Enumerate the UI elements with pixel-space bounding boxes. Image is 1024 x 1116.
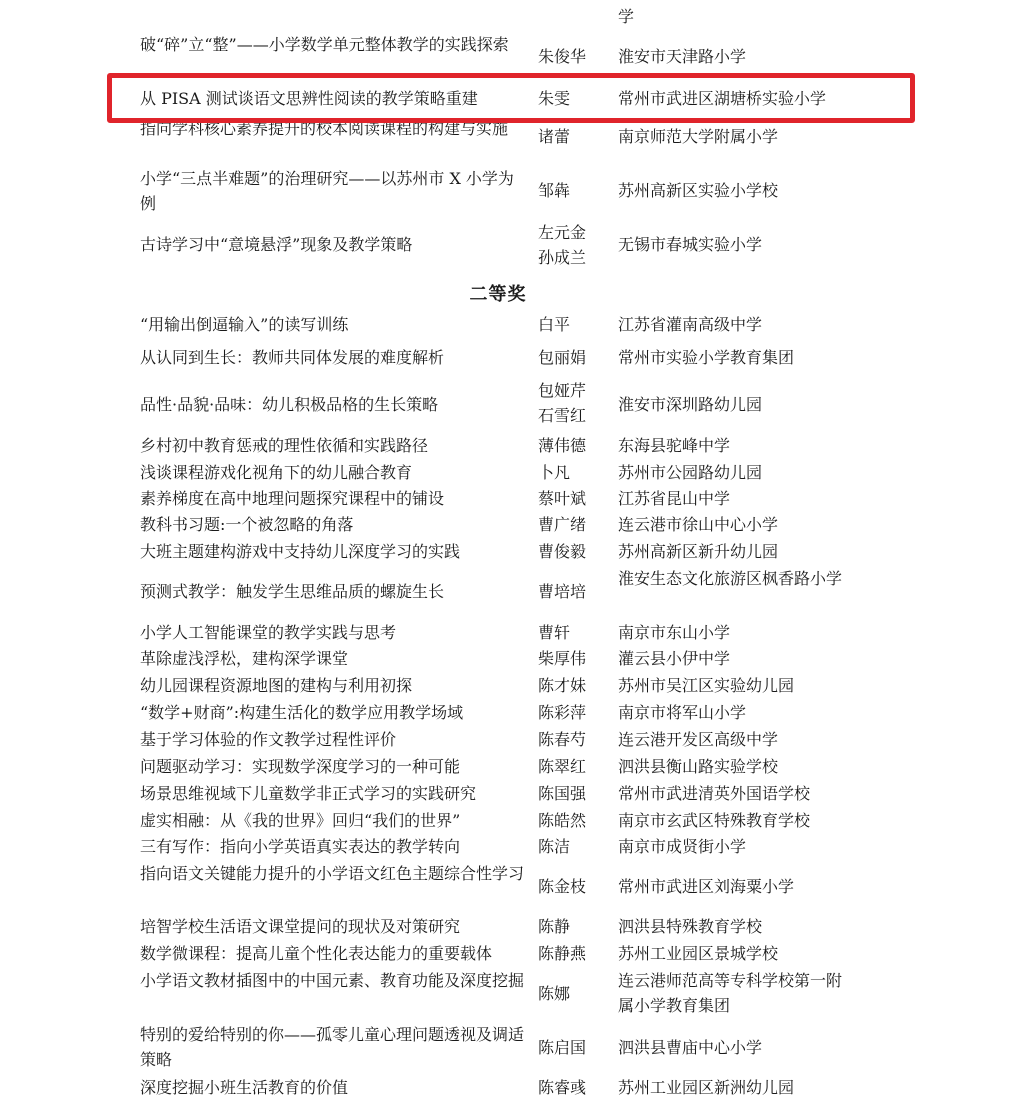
paper-title: 小学语文教材插图中的中国元素、教育功能及深度挖掘 <box>140 971 525 990</box>
author-name: 左元金 孙成兰 <box>538 223 587 267</box>
paper-title: 破“碎”立“整”——小学数学单元整体教学的实践探索 <box>140 35 509 54</box>
author-unit: 南京市东山小学 <box>618 623 731 642</box>
section-heading-second-prize: 二等奖 <box>469 284 527 305</box>
paper-title: 深度挖掘小班生活教育的价值 <box>140 1078 349 1097</box>
author-name: 包娅芹 石雪红 <box>538 381 587 425</box>
author-unit: 江苏省灌南高级中学 <box>618 315 763 334</box>
author-unit: 无锡市春城实验小学 <box>618 235 763 254</box>
paper-title: 革除虚浅浮松，建构深学课堂 <box>140 649 349 668</box>
paper-title: 培智学校生活语文课堂提问的现状及对策研究 <box>140 917 461 936</box>
paper-title: 浅谈课程游戏化视角下的幼儿融合教育 <box>140 463 413 482</box>
paper-title: 基于学习体验的作文教学过程性评价 <box>140 730 397 749</box>
author-unit: 苏州工业园区景城学校 <box>618 944 779 963</box>
author-name: 陈娜 <box>538 984 571 1003</box>
paper-title: 预测式教学：触发学生思维品质的螺旋生长 <box>140 582 445 601</box>
author-name: 诸蕾 <box>538 127 571 146</box>
author-unit: 南京师范大学附属小学 <box>618 127 779 146</box>
paper-title: 指向学科核心素养提升的校本阅读课程的构建与实施 <box>140 119 509 138</box>
author-name: 朱雯 <box>538 89 571 108</box>
paper-title: 幼儿园课程资源地图的建构与利用初探 <box>140 676 413 695</box>
author-name: 曹培培 <box>538 582 587 601</box>
author-unit: 连云港开发区高级中学 <box>618 730 779 749</box>
author-unit: 泗洪县曹庙中心小学 <box>618 1038 763 1057</box>
author-name: 陈翠红 <box>538 757 587 776</box>
author-unit: 常州市实验小学教育集团 <box>618 348 795 367</box>
author-name: 陈皓然 <box>538 811 587 830</box>
author-name: 包丽娟 <box>538 348 587 367</box>
author-name: 陈金枝 <box>538 877 587 896</box>
author-name: 陈静燕 <box>538 944 587 963</box>
author-name: 邹犇 <box>538 181 571 200</box>
paper-title: 虚实相融：从《我的世界》回归“我们的世界” <box>140 811 461 830</box>
paper-title: “用输出倒逼输入”的读写训练 <box>140 315 349 334</box>
author-unit: 南京市成贤街小学 <box>618 837 747 856</box>
author-unit: 常州市武进清英外国语学校 <box>618 784 811 803</box>
author-unit: 淮安生态文化旅游区枫香路小学 <box>618 569 843 588</box>
author-unit: 苏州工业园区新洲幼儿园 <box>618 1078 795 1097</box>
author-name: 柴厚伟 <box>538 649 587 668</box>
author-name: 陈国强 <box>538 784 587 803</box>
paper-title: 问题驱动学习：实现数学深度学习的一种可能 <box>140 757 461 776</box>
author-name: 朱俊华 <box>538 47 587 66</box>
author-unit: 泗洪县特殊教育学校 <box>618 917 763 936</box>
paper-title: 三有写作：指向小学英语真实表达的教学转向 <box>140 837 461 856</box>
author-unit: 东海县驼峰中学 <box>618 436 731 455</box>
author-name: 陈静 <box>538 917 571 936</box>
author-name: 陈春芍 <box>538 730 587 749</box>
author-name: 白平 <box>538 315 571 334</box>
author-unit: 淮安市天津路小学 <box>618 47 747 66</box>
paper-title: 大班主题建构游戏中支持幼儿深度学习的实践 <box>140 542 461 561</box>
paper-title: 素养梯度在高中地理问题探究课程中的铺设 <box>140 489 445 508</box>
author-unit: 苏州高新区实验小学校 <box>618 181 779 200</box>
author-unit: 常州市武进区刘海粟小学 <box>618 877 795 896</box>
author-name: 陈启国 <box>538 1038 587 1057</box>
author-unit: 连云港市徐山中心小学 <box>618 515 779 534</box>
author-name: 陈才妹 <box>538 676 587 695</box>
paper-title: 指向语文关键能力提升的小学语文红色主题综合性学习 <box>140 864 525 883</box>
author-unit: 江苏省昆山中学 <box>618 489 731 508</box>
author-name: 曹广绪 <box>538 515 587 534</box>
author-unit: 苏州市吴江区实验幼儿园 <box>618 676 795 695</box>
author-name: 薄伟德 <box>538 436 587 455</box>
author-name: 蔡叶斌 <box>538 489 587 508</box>
paper-title: 特别的爱给特别的你——孤零儿童心理问题透视及调适策略 <box>140 1025 525 1069</box>
paper-title: 小学人工智能课堂的教学实践与思考 <box>140 623 397 642</box>
author-unit: 连云港师范高等专科学校第一附属小学教育集团 <box>618 971 843 1015</box>
paper-title: 古诗学习中“意境悬浮”现象及教学策略 <box>140 235 413 254</box>
author-name: 卜凡 <box>538 463 571 482</box>
paper-title: 小学“三点半难题”的治理研究——以苏州市 X 小学为例 <box>140 169 514 213</box>
author-name: 陈彩萍 <box>538 703 587 722</box>
author-unit: 泗洪县衡山路实验学校 <box>618 757 779 776</box>
top-fragment-text: 学 <box>618 7 635 26</box>
paper-title: 乡村初中教育惩戒的理性依循和实践路径 <box>140 436 429 455</box>
paper-title: 品性·品貌·品味：幼儿积极品格的生长策略 <box>140 395 439 414</box>
author-name: 陈睿彧 <box>538 1078 587 1097</box>
paper-title: 数学微课程：提高儿童个性化表达能力的重要载体 <box>140 944 493 963</box>
paper-title: “数学+财商”:构建生活化的数学应用教学场域 <box>140 703 464 722</box>
author-unit: 常州市武进区湖塘桥实验小学 <box>618 89 827 108</box>
paper-title: 教科书习题:一个被忽略的角落 <box>140 515 354 534</box>
author-unit: 苏州高新区新升幼儿园 <box>618 542 779 561</box>
author-unit: 灌云县小伊中学 <box>618 649 731 668</box>
author-name: 曹轩 <box>538 623 571 642</box>
paper-title: 场景思维视域下儿童数学非正式学习的实践研究 <box>140 784 477 803</box>
author-name: 陈洁 <box>538 837 571 856</box>
paper-title: 从 PISA 测试谈语文思辨性阅读的教学策略重建 <box>140 89 478 108</box>
paper-title: 从认同到生长：教师共同体发展的难度解析 <box>140 348 445 367</box>
author-unit: 苏州市公园路幼儿园 <box>618 463 763 482</box>
red-highlight-box <box>107 73 915 123</box>
author-unit: 南京市将军山小学 <box>618 703 747 722</box>
author-name: 曹俊毅 <box>538 542 587 561</box>
author-unit: 南京市玄武区特殊教育学校 <box>618 811 811 830</box>
author-unit: 淮安市深圳路幼儿园 <box>618 395 763 414</box>
